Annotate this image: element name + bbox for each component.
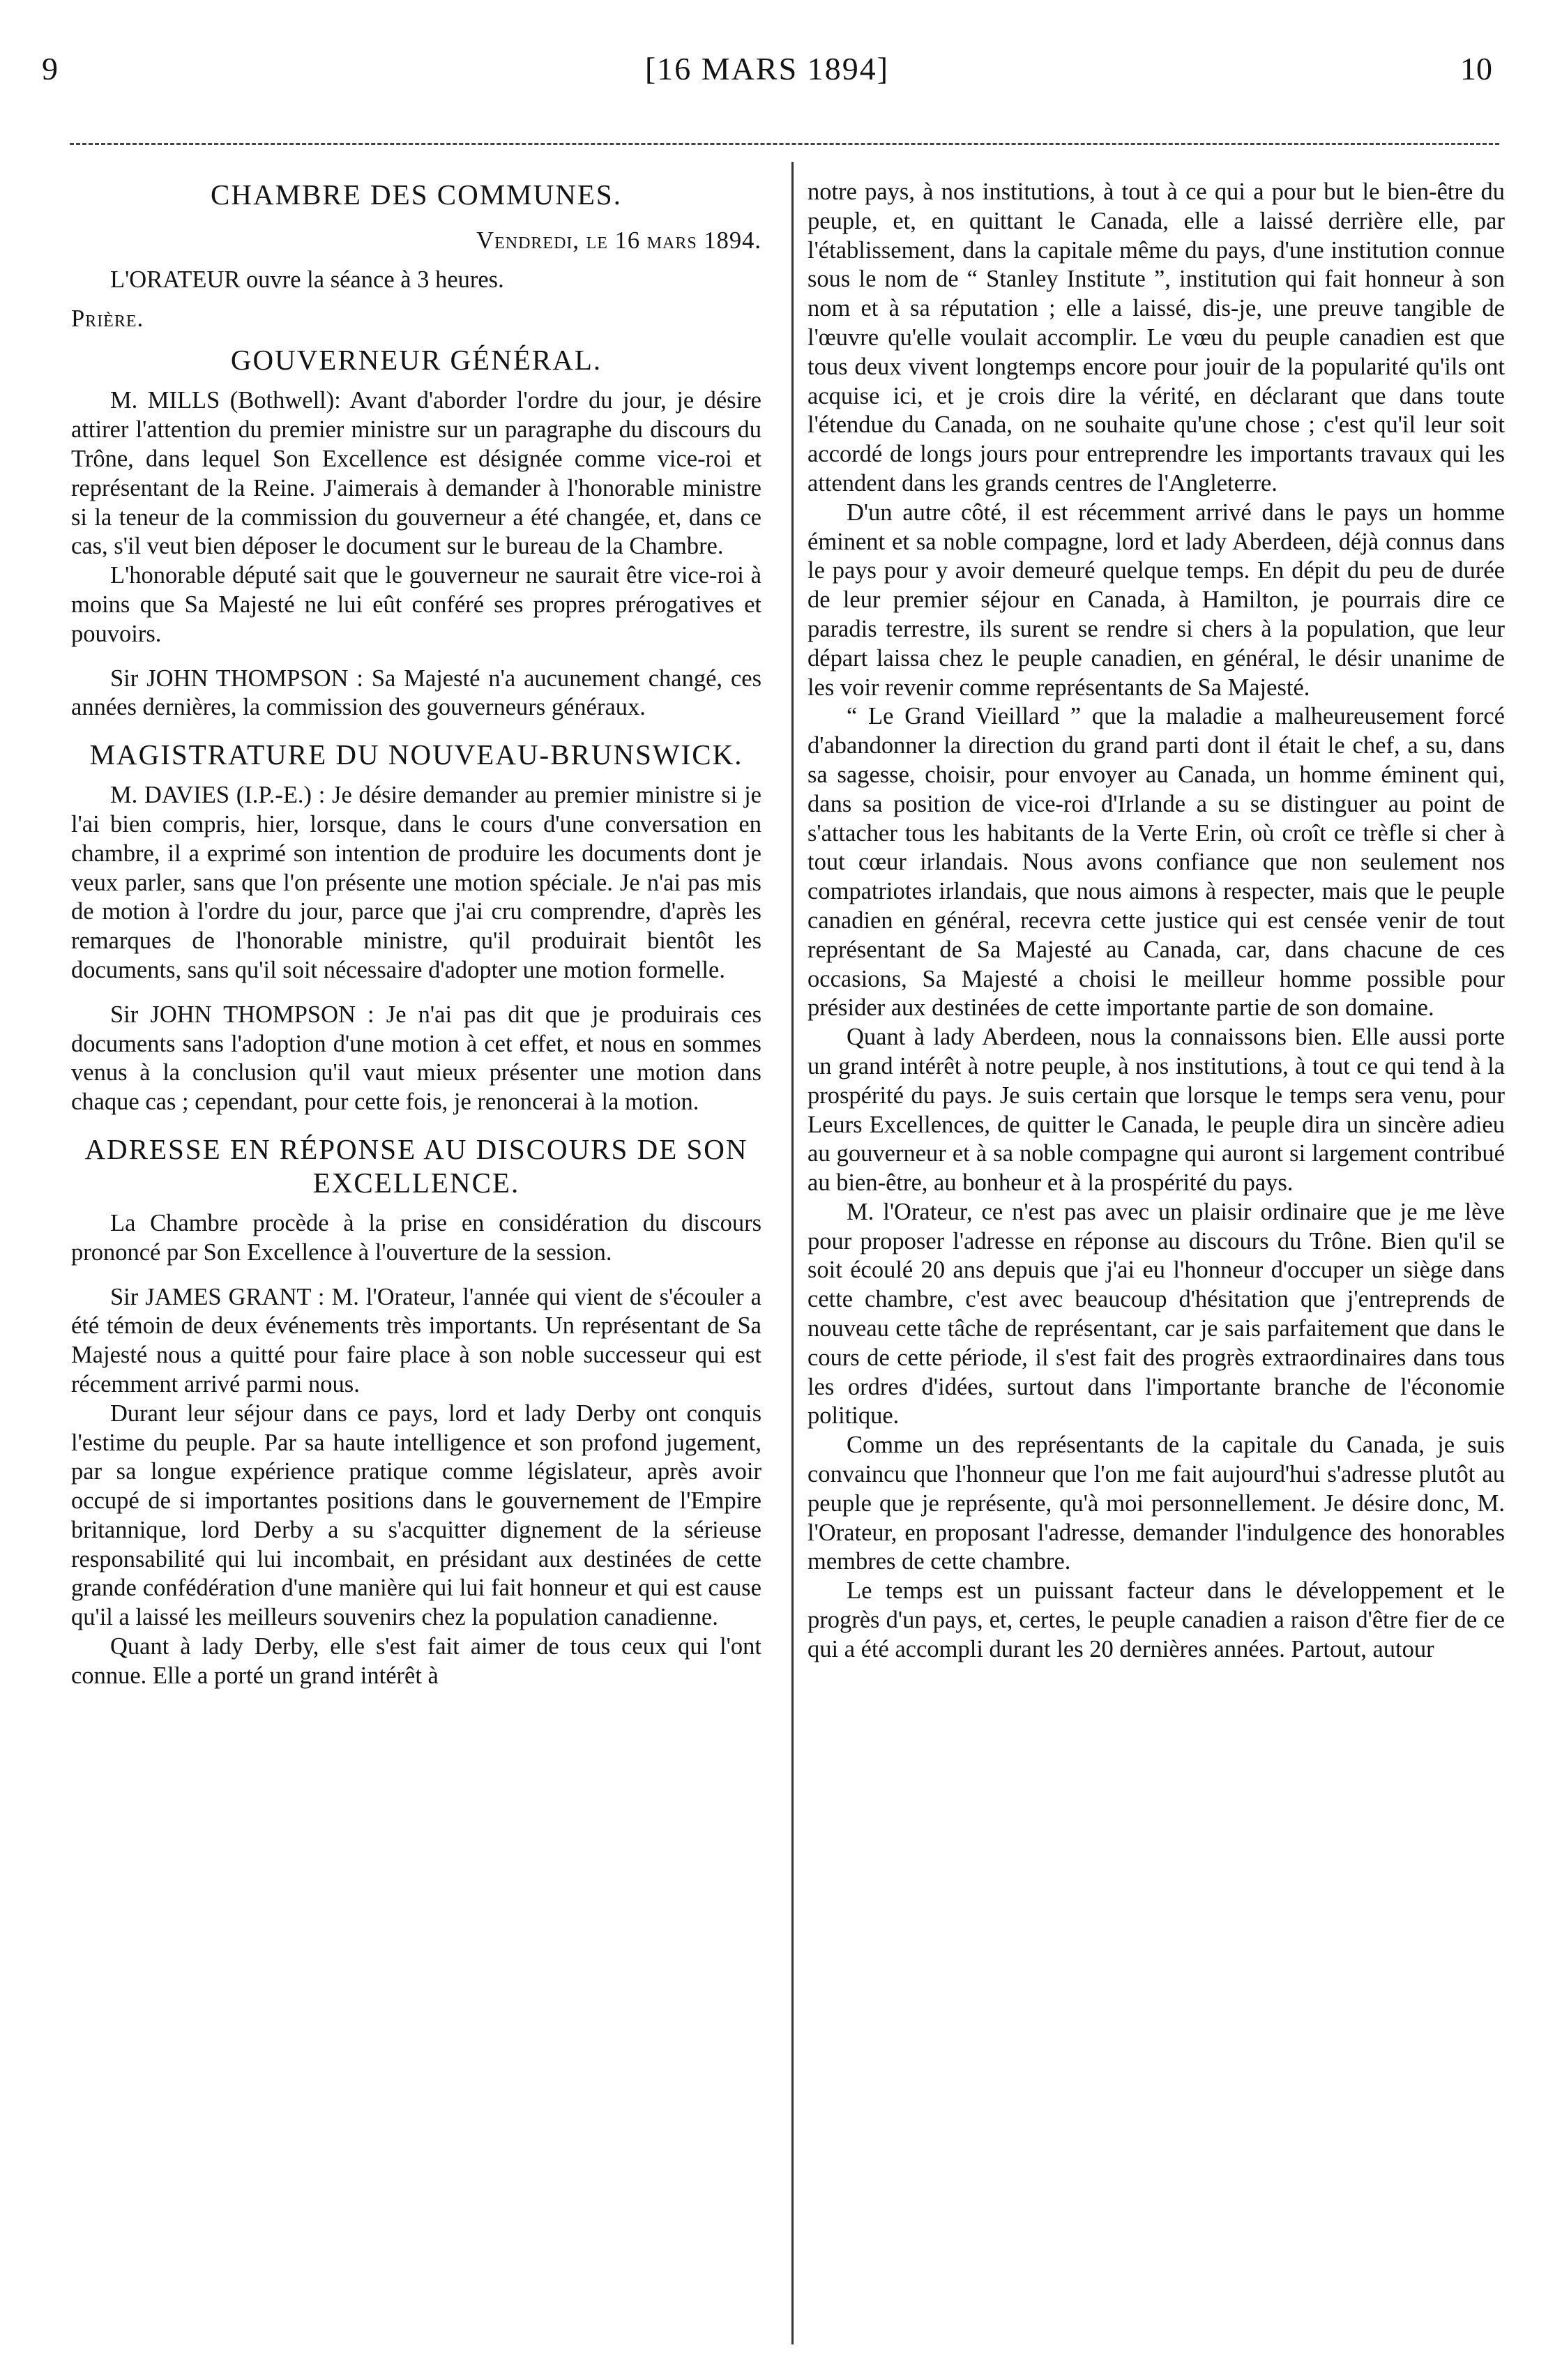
paragraph-orateur: M. l'Orateur, ce n'est pas avec un plaisir ordinaire que je me lève pour proposer l'adresse en réponse au discours du Trône. Bien qu'il se soit écoulé 20 ans depuis que j'ai eu l'honneur d'occuper un siège dans cette chambre, c'est avec beaucoup d'hésitation que j'entreprends de nouveau cette tâche de représentant, car je sais parfaitement que dans le cours de cette période, il s'est fait des progrès extraordinaires dans tous les ordres d'idées, surtout dans l'importante branche de l'économie politique.	[807, 1198, 1505, 1430]
orateur-line: L'ORATEUR ouvre la séance à 3 heures.	[110, 266, 504, 293]
date-line: Vendredi, le 16 mars 1894.	[476, 227, 761, 254]
paragraph-aberdeen: D'un autre côté, il est récemment arrivé dans le pays un homme éminent et sa noble compagne, lord et lady Aberdeen, déjà connus dans le pays pour y avoir demeuré quelque temps. En dépit du peu de durée de leur premier séjour en Canada, à Hamilton, je pourrais dire ce paradis terrestre, ils surent se rendre si chers à la population, que leur départ laissa chez le peuple canadien, en général, le désir unanime de les voir revenir comme représentants de Sa Majesté.	[807, 499, 1505, 701]
heading-adresse: ADRESSE EN RÉPONSE AU DISCOURS DE SON EXCELLENCE.	[84, 1132, 748, 1199]
paragraph-lady-aberdeen: Quant à lady Aberdeen, nous la connaissons bien. Elle aussi porte un grand intérêt à notre peuple, à nos institutions, à tout ce qui tend à la prospérité du pays. Je suis certain que lorsque le temps sera venu, pour Leurs Excellences, de quitter le Canada, le peuple dira un sincère adieu au gouverneur et à sa noble compagne qui auront si largement contribué au bien-être, au bonheur et à la prospérité du pays.	[807, 1024, 1505, 1197]
heading-magistrature: MAGISTRATURE DU NOUVEAU-BRUNSWICK.	[89, 738, 743, 771]
left-column	[71, 178, 761, 1691]
paragraph-thompson-2: Sir JOHN THOMPSON : Je n'ai pas dit que je produirais ces documents sans l'adoption d'une motion à cet effet, et nous en sommes venus à la conclusion qu'il vaut mieux présenter une motion dans chaque cas ; cependant, pour cette fois, je renoncerai à la motion.	[71, 1001, 761, 1116]
paragraph-mills-2: L'honorable député sait que le gouverneur ne saurait être vice-roi à moins que Sa Majesté ne lui eût conféré ses propres prérogatives et pouvoirs.	[71, 562, 761, 647]
page-number-left: 9	[42, 51, 58, 86]
paragraph-thompson-1: Sir JOHN THOMPSON : Sa Majesté n'a aucunement changé, ces années dernières, la commission des gouverneurs généraux.	[71, 665, 761, 721]
chamber-title: CHAMBRE DES COMMUNES.	[211, 179, 622, 211]
header-rule	[70, 143, 1499, 145]
paragraph-mills: M. MILLS (Bothwell): Avant d'aborder l'ordre du jour, je désire attirer l'attention du premier ministre sur un paragraphe du discours du Trône, dans lequel Son Excellence est désignée comme vice-roi et représentant de la Reine. J'aimerais à demander à l'honorable ministre si la teneur de la commission du gouverneur a été changée, et, dans ce cas, s'il veut bien déposer le document sur le bureau de la Chambre.	[71, 387, 761, 560]
paragraph-grand-vieillard: “ Le Grand Vieillard ” que la maladie a malheureusement forcé d'abandonner la direction du grand parti dont il était le chef, a su, dans sa sagesse, choisir, pour envoyer au Canada, un homme éminent qui, dans sa position de vice-roi d'Irlande a su se distinguer au point de s'attacher tous les habitants de la Verte Erin, où croît ce trèfle si cher à tout cœur irlandais. Nous avons confiance que non seulement nos compatriotes irlandais, que nous aimons à respecter, mais que le peuple canadien en général, recevra cette justice qui est censée venir de tout représentant de Sa Majesté au Canada, car, dans chacune de ces occasions, Sa Majesté a choisi le meilleur homme possible pour présider aux destinées de cette importante partie de son domaine.	[807, 703, 1505, 1022]
right-column	[807, 178, 1505, 1665]
paragraph-derby: Durant leur séjour dans ce pays, lord et lady Derby ont conquis l'estime du peuple. Par sa haute intelligence et son profond jugement, par sa longue expérience pratique comme législateur, après avoir occupé de si importantes positions dans le gouvernement de l'Empire britannique, lord Derby a su s'acquitter dignement de la sérieuse responsabilité qui lui incombait, en présidant aux destinées de cette grande confédération d'une manière qui lui fait honneur et qui est cause qu'il a laissé les meilleurs souvenirs chez la population canadienne.	[71, 1400, 761, 1631]
paragraph-capitale: Comme un des représentants de la capitale du Canada, je suis convaincu que l'honneur que l'on me fait aujourd'hui s'adresse plutôt au peuple que je représente, qu'à moi personnellement. Je désire donc, M. l'Orateur, en proposant l'adresse, demander l'indulgence des honorables membres de cette chambre.	[807, 1432, 1505, 1575]
paragraph-davies: M. DAVIES (I.P.-E.) : Je désire demander au premier ministre si je l'ai bien compris, hier, lorsque, dans le cours d'une conversation en chambre, il a exprimé son intention de produire les documents dont je veux parler, sans que l'on présente une motion spéciale. Je n'ai pas mis de motion à l'ordre du jour, parce que j'ai cru comprendre, d'après les remarques de l'honorable ministre, qu'il produirait bientôt les documents, sans qu'il soit nécessaire d'adopter une motion formelle.	[71, 782, 761, 983]
paragraph-grant: Sir JAMES GRANT : M. l'Orateur, l'année qui vient de s'écouler a été témoin de deux événements très importants. Un représentant de Sa Majesté nous a quitté pour faire place à son noble successeur qui est récemment arrivé parmi nous.	[71, 1283, 761, 1397]
paragraph-chambre: La Chambre procède à la prise en considération du discours prononcé par Son Excellence à l'ouverture de la session.	[71, 1209, 761, 1266]
paragraph-stanley: notre pays, à nos institutions, à tout à ce qui a pour but le bien-être du peuple, et, en quittant le Canada, elle a laissé derrière elle, par l'établissement, dans la capitale même du pays, d'une institution connue sous le nom de “ Stanley Institute ”, institution qui fait honneur à son nom et à sa réputation ; elle a laissé, dis-je, une preuve tangible de l'œuvre qu'elle voulait accomplir. Le vœu du peuple canadien est que tous deux vivent longtemps encore pour jouir de la popularité qu'ils ont acquise ici, et je crois dire la vérité, en déclarant que dans toute l'étendue du Canada, on ne souhaite qu'une chose ; c'est qu'il leur soit accordé de longs jours pour entreprendre les importants travaux qui les attendent dans les grands centres de l'Angleterre.	[807, 179, 1505, 497]
priere-line: Prière.	[71, 305, 144, 332]
header-date: [16 MARS 1894]	[644, 51, 890, 86]
page-header	[42, 50, 1492, 99]
paragraph-lady-derby: Quant à lady Derby, elle s'est fait aimer de tous ceux qui l'ont connue. Elle a porté un grand intérêt à	[71, 1633, 761, 1689]
page-number-right: 10	[1460, 51, 1492, 86]
heading-gouverneur: GOUVERNEUR GÉNÉRAL.	[230, 344, 602, 377]
column-divider	[791, 162, 794, 2344]
paragraph-temps: Le temps est un puissant facteur dans le développement et le progrès d'un pays, et, certes, le peuple canadien a raison d'être fier de ce qui a été accompli durant les 20 dernières années. Partout, autour	[807, 1577, 1505, 1662]
